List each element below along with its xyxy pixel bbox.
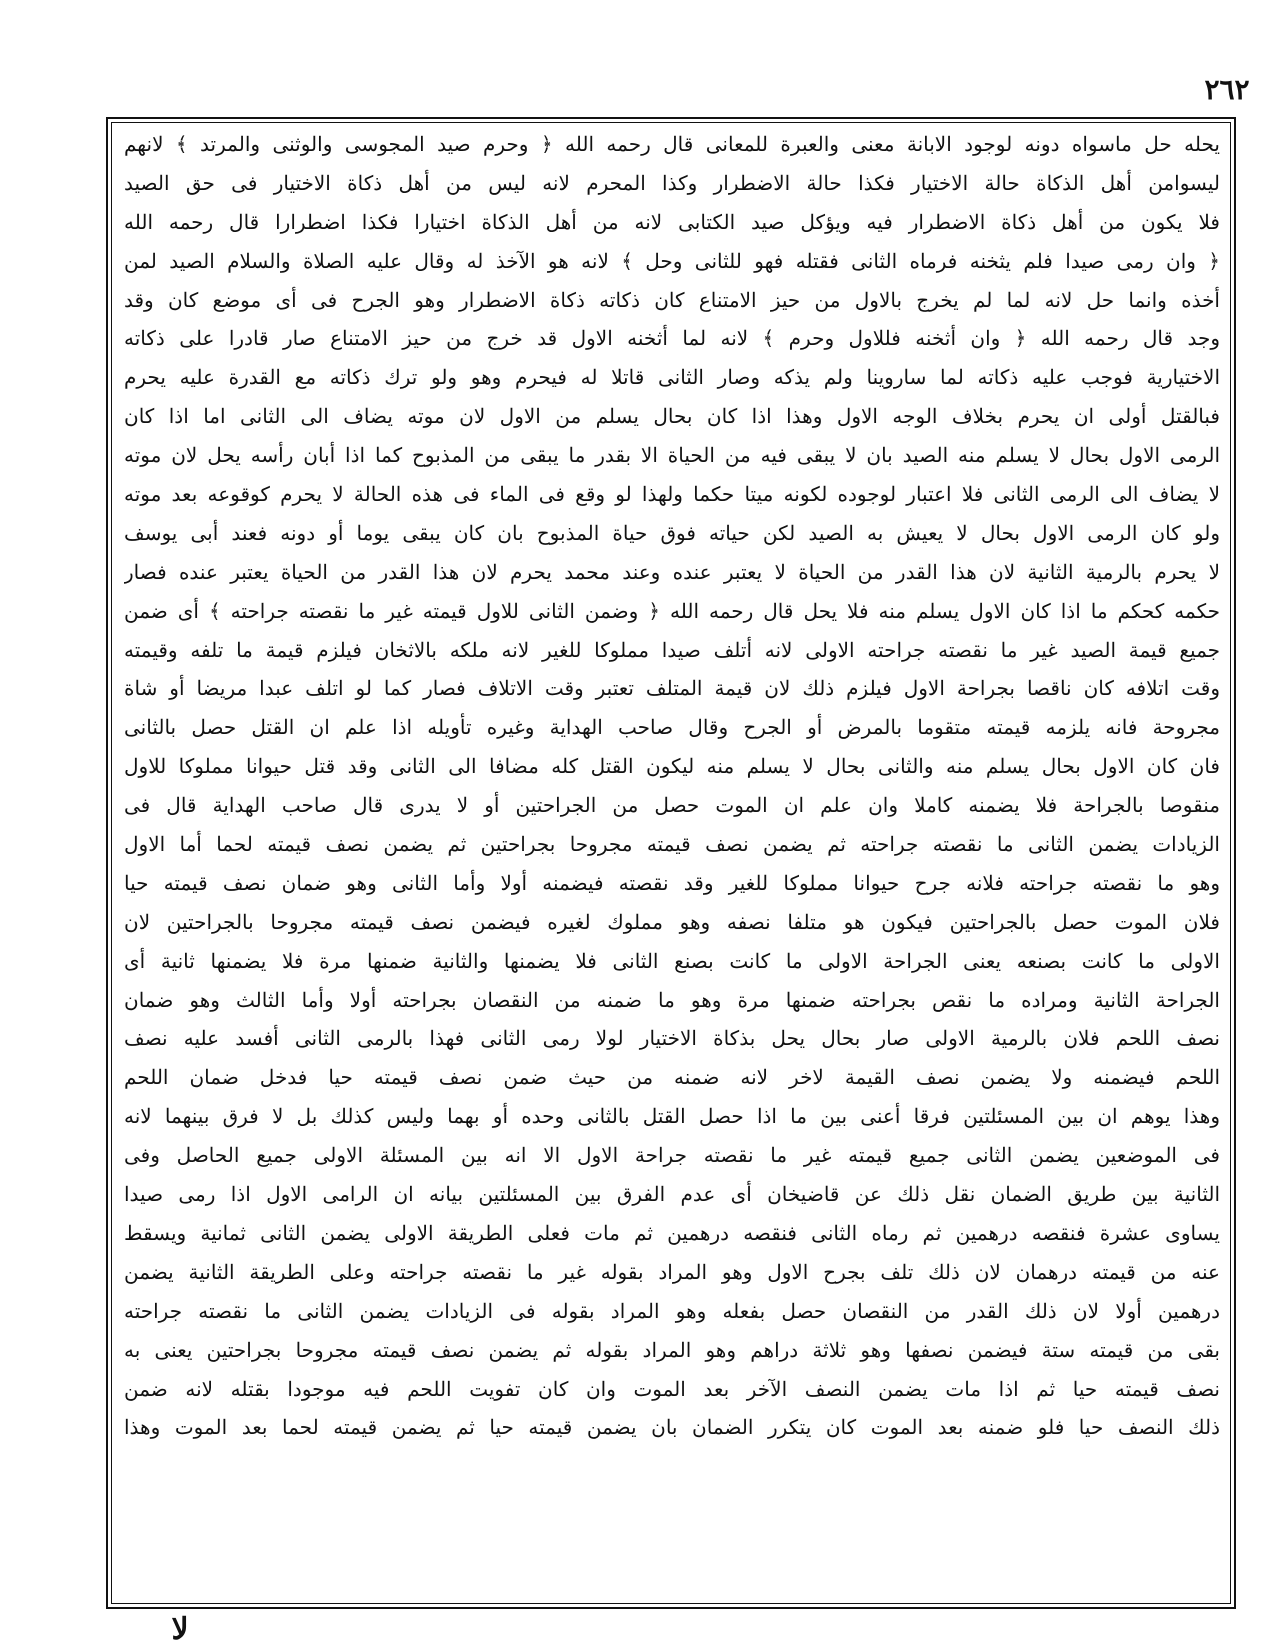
text-line: الاختيارية فوجب عليه ذكاته لما ساروينا ولم يذكه وصار الثانى قاتلا له فيحرم وهو ولو ترك ذكاته مع القدرة عليه يحرم [124, 365, 1220, 390]
text-line: فبالقتل أولى ان يحرم بخلاف الوجه الاول وهذا اذا كان بحال يسلم من الاول لان موته يضاف الى الثانى اما اذا كان [124, 404, 1220, 429]
text-line: وهذا يوهم ان بين المسئلتين فرقا أعنى بين ما اذا حصل القتل بالثانى وحده أو بهما وليس كذلك بل لا فرق بينهما لانه [124, 1104, 1220, 1129]
text-line: فان كان الاول بحال يسلم منه والثانى بحال لا يسلم منه ليكون القتل كله مضافا الى الثانى وقد قتل حيوانا مملوكا للاول [124, 754, 1220, 779]
text-line: درهمين أولا لان ذلك القدر من النقصان حصل بفعله وهو المراد بقوله فى الزيادات يضمن الثانى ما نقصته جراحته [124, 1298, 1220, 1323]
text-line: منقوصا بالجراحة فلا يضمنه كاملا وان علم ان الموت حصل من الجراحتين أو لا يدرى قال صاحب الهداية قال فى [124, 793, 1220, 818]
text-line: يساوى عشرة فنقصه درهمين ثم رماه الثانى فنقصه درهمين ثم مات فعلى الطريقة الاولى يضمن الثانى ثمانية ويسقط [124, 1220, 1220, 1245]
text-line: الزيادات يضمن الثانى ما نقصته جراحته ثم يضمن نصف قيمته مجروحا بجراحتين ثم يضمن نصف قيمته لحما أما الاول [124, 832, 1220, 857]
text-line: لا يحرم بالرمية الثانية لان هذا القدر من الحياة لا يعتبر عنده وعند محمد يحرم لان هذا القدر من الحياة يعتبر عنده فصار [124, 559, 1220, 584]
text-line: ﴿ وان رمى صيدا فلم يثخنه فرماه الثانى فقتله فهو للثانى وحل ﴾ لانه هو الآخذ له وقال عليه الصلاة والسلام الصيد لمن [124, 248, 1220, 273]
text-line: ذلك النصف حيا فلو ضمنه بعد الموت كان يتكرر الضمان بان يضمن قيمته حيا ثم يضمن قيمته لحما بعد الموت وهذا [124, 1415, 1220, 1440]
text-line: جميع قيمة الصيد غير ما نقصته جراحته الاولى لانه أتلف صيدا مملوكا للغير لانه ملكه بالاثخان فيلزم قيمة ما تلفه وقيمته [124, 637, 1220, 662]
text-line: الجراحة الثانية ومراده ما نقص بجراحته ضمنها مرة وهو ما ضمنه من النقصان بجراحته أولا وأما الثالث وهو ضمان [124, 987, 1220, 1012]
text-frame [106, 117, 1236, 1609]
text-line: عنه من قيمته درهمان لان ذلك تلف بجرح الاول وهو المراد بقوله غير ما نقصته جراحته وعلى الطريقة الثانية يضمن [124, 1259, 1220, 1284]
text-line: مجروحة فانه يلزمه قيمته متقوما بالمرض أو الجرح وقال صاحب الهداية وغيره تأويله اذا علم ان القتل حصل بالثانى [124, 715, 1220, 740]
text-line: ولو كان الرمى الاول بحال لا يعيش به الصيد لكن حياته فوق حياة المذبوح بان كان يبقى يوما أو دونه فعند أبى يوسف [124, 520, 1220, 545]
text-line: وجد قال رحمه الله ﴿ وان أثخنه فللاول وحرم ﴾ لانه لما أثخنه الاول قد خرج من حيز الامتناع صار قادرا على ذكاته [124, 326, 1220, 351]
text-line: لا يضاف الى الرمى الثانى فلا اعتبار لوجوده لكونه ميتا حكما ولهذا لو وقع فى الماء فى هذه الحالة لا يحرم كوقوعه بعد موته [124, 482, 1220, 507]
text-line: اللحم فيضمنه ولا يضمن نصف القيمة لاخر لانه ضمنه من حيث ضمن نصف قيمته حيا فدخل ضمان اللحم [124, 1065, 1220, 1090]
text-line: فلا يكون من أهل ذكاة الاضطرار فيه ويؤكل صيد الكتابى لانه من أهل الذكاة اختيارا فكذا اضطرارا قال رحمه الله [124, 209, 1220, 234]
text-line: حكمه كحكم ما اذا كان الاول يسلم منه فلا يحل قال رحمه الله ﴿ وضمن الثانى للاول قيمته غير ما نقصته جراحته ﴾ أى ضمن [124, 598, 1220, 623]
text-line: بقى من قيمته ستة فيضمن نصفها وهو ثلاثة دراهم وهو المراد بقوله ثم يضمن نصف قيمته مجروحا بجراحتين يعنى به [124, 1337, 1220, 1362]
text-line: فلان الموت حصل بالجراحتين فيكون هو متلفا نصفه وهو مملوك لغيره فيضمن نصف قيمته مجروحا بالجراحتين لان [124, 909, 1220, 934]
text-line: الثانية بين طريق الضمان نقل ذلك عن قاضيخان أى عدم الفرق بين المسئلتين بيانه ان الرامى الاول اذا رمى صيدا [124, 1182, 1220, 1207]
text-line: الرمى الاول بحال لا يسلم منه الصيد بان لا يبقى فيه من الحياة الا بقدر ما يبقى من المذبوح كما اذا أبان رأسه يحل لان موته [124, 443, 1220, 468]
catchword: لا [171, 1612, 189, 1647]
text-line: وقت اتلافه كان ناقصا بجراحة الاول فيلزم ذلك لان قيمة المتلف تعتبر وقت الاتلاف فصار كما لو اتلف عبدا مريضا أو شاة [124, 676, 1220, 701]
text-line: وهو ما نقصته جراحته فلانه جرح حيوانا مملوكا للغير وقد نقصته فيضمنه أولا وأما الثانى وهو ضمان نصف قيمته حيا [124, 870, 1220, 895]
text-line: فى الموضعين يضمن الثانى جميع قيمته غير ما نقصته جراحة الاول الا انه بين المسئلة الاولى جميع الحاصل وفى [124, 1143, 1220, 1168]
text-line: نصف اللحم فلان بالرمية الاولى صار بحال يحل بذكاة الاختيار لولا رمى الثانى فهذا بالرمى الثانى أفسد عليه نصف [124, 1026, 1220, 1051]
text-line: نصف قيمته حيا ثم اذا مات يضمن النصف الآخر بعد الموت وان كان تفويت اللحم فيه موجودا بقتله لانه ضمن [124, 1376, 1220, 1401]
page-number: ٢٦٢ [1204, 73, 1250, 106]
text-line: أخذه وانما حل لانه لما لم يخرج بالاول من حيز الامتناع كان ذكاته ذكاة الاضطرار وهو الجرح فى أى موضع كان وقد [124, 287, 1220, 312]
body-text [124, 125, 1220, 1603]
text-line: الاولى ما كانت بصنعه يعنى الجراحة الاولى ما كانت بصنع الثانى فلا يضمنها والثانية ضمنها مرة فلا يضمنها ثانية أى [124, 948, 1220, 973]
text-line: يحله حل ماسواه دونه لوجود الابانة معنى والعبرة للمعانى قال رحمه الله ﴿ وحرم صيد المجوسى والوثنى والمرتد ﴾ لانهم [124, 132, 1220, 156]
text-line: ليسوامن أهل الذكاة حالة الاختيار فكذا حالة الاضطرار وكذا المحرم لانه ليس من أهل ذكاة الاختيار فى حق الصيد [124, 170, 1220, 195]
